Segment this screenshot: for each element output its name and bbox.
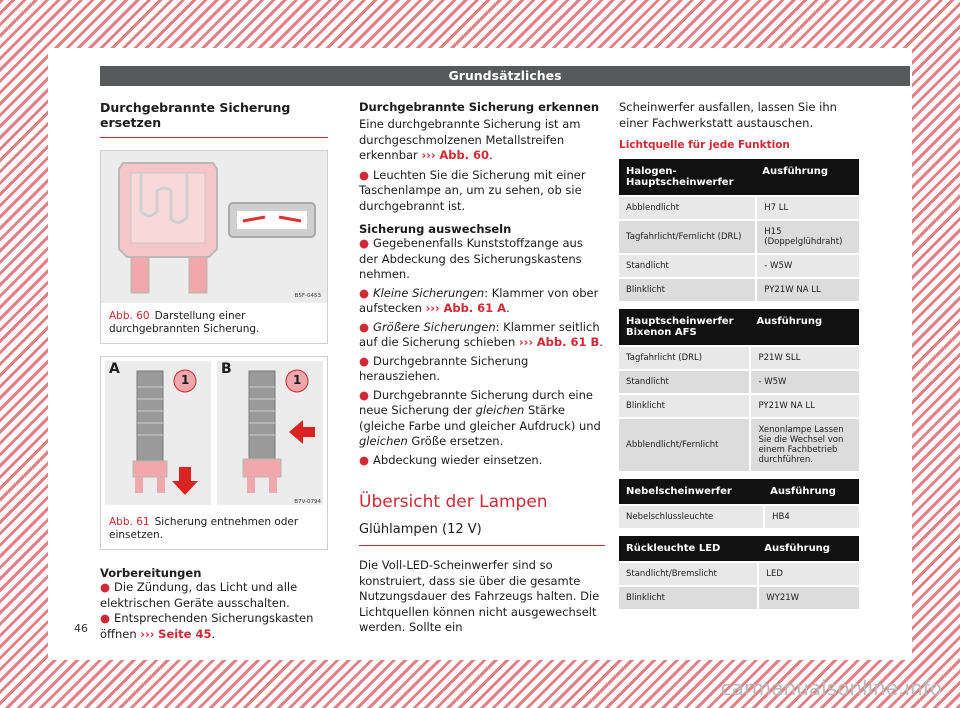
figure-code: B5F-0453 (294, 293, 321, 299)
table-header: Ausführung (749, 309, 859, 345)
figure-link[interactable]: Abb. 60 (439, 148, 490, 162)
replace-bullet-6: ● Abdeckung wieder einsetzen. (359, 452, 543, 467)
lamp-table-rear (619, 536, 859, 609)
replace-bullet-5: ● Durchgebrannte Sicherung durch eine neue Sicherung der gleichen Stärke (gleiche Farbe und gleicher Aufdruck) und gleichen Größe ersetzen. (359, 387, 601, 448)
table-row: Abblendlicht/Fernlicht Xenonlampe Lassen Sie die Wechsel von einem Fachbetrieb durchführen. (619, 417, 859, 471)
watermark: carmanualsonline.info (720, 676, 942, 700)
prep-section (100, 566, 328, 642)
fuse-removal-illustration (101, 357, 327, 509)
table-row: Tagfahrlicht/Fernlicht (DRL) H15 (Doppelglühdraht) (619, 219, 859, 253)
table-row: Blinklicht PY21W NA LL (619, 393, 859, 417)
led-text: Die Voll-LED-Scheinwerfer sind so konstruiert, dass sie über die gesamte Nutzungsdauer des Fahrzeugs halten. Die Lichtquellen können nicht ausgewechselt werden. Sollte ein (359, 558, 600, 634)
figure-link[interactable]: Abb. 61 A (443, 301, 507, 315)
lamps-title: Übersicht der Lampen (359, 492, 548, 512)
figure-link[interactable]: Abb. 61 B (536, 335, 600, 349)
replace-bullet-3: ● Größere Sicherungen: Klammer seitlich auf die Sicherung schieben ››› Abb. 61 B. (359, 319, 603, 349)
page (48, 48, 912, 660)
table-header: Rückleuchte LED (619, 536, 757, 561)
lamp-table-halogen (619, 159, 859, 301)
page-number: 46 (74, 622, 88, 635)
callout-a: 1 (181, 373, 190, 387)
replace-bullet-4: ● Durchgebrannte Sicherung herausziehen. (359, 353, 529, 383)
table-header: Ausführung (763, 479, 859, 504)
column-3 (619, 100, 859, 609)
prep-bullet-2: ● Entsprechenden Sicherungskasten öffnen ››› Seite 45. (100, 611, 314, 641)
figure-code: B7V-0794 (294, 499, 321, 505)
recognize-title: Durchgebrannte Sicherung erkennen (359, 100, 600, 114)
prep-title: Vorbereitungen (100, 566, 202, 580)
panel-b-label: B (221, 361, 232, 377)
figure-caption (101, 509, 327, 549)
replace-title: Sicherung auswechseln (359, 222, 512, 236)
figure-label: Abb. 61 (109, 516, 150, 528)
figure-caption (101, 303, 327, 343)
table-row: Abblendlicht H7 LL (619, 195, 859, 219)
table-row: Standlicht - W5W (619, 253, 859, 277)
table-title: Lichtquelle für jede Funktion (619, 139, 790, 151)
section-title: Durchgebrannte Sicherung ersetzen (100, 100, 328, 138)
table-header: Ausführung (755, 159, 859, 195)
table-row: Blinklicht PY21W NA LL (619, 277, 859, 301)
column-2 (359, 100, 605, 636)
column-1 (100, 100, 328, 642)
figure-60 (100, 150, 328, 344)
header-title: Grundsätzliches (100, 66, 910, 86)
table-header: Ausführung (757, 536, 859, 561)
blown-fuse-image (101, 151, 327, 303)
table-header: Halogen-Hauptscheinwerfer (619, 159, 755, 195)
table-row: Standlicht/Bremslicht LED (619, 561, 859, 585)
page-link[interactable]: Seite 45 (158, 626, 212, 641)
bulbs-title: Glühlampen (12 V) (359, 522, 605, 546)
replace-bullet-1: ● Gegebenenfalls Kunststoffzange aus der Abdeckung des Sicherungskastens nehmen. (359, 236, 583, 281)
table-header: Hauptscheinwerfer Bixenon AFS (619, 309, 749, 345)
intro-text: Scheinwerfer ausfallen, lassen Sie ihn einer Fachwerkstatt austauschen. (619, 100, 837, 130)
lamp-table-bixenon (619, 309, 859, 471)
lamp-table-fog (619, 479, 859, 528)
figure-61 (100, 356, 328, 550)
callout-b: 1 (293, 373, 302, 387)
table-row: Blinklicht WY21W (619, 585, 859, 609)
table-row: Nebelschlussleuchte HB4 (619, 504, 859, 528)
caption-text: Sicherung entnehmen oder einsetzen. (109, 516, 299, 541)
prep-bullet-1: ● Die Zündung, das Licht und alle elektrischen Geräte ausschalten. (100, 580, 298, 610)
figure-label: Abb. 60 (109, 310, 150, 322)
recognize-bullet: ● Leuchten Sie die Sicherung mit einer Taschenlampe an, um zu sehen, ob sie durchgebrannt ist. (359, 167, 586, 213)
panel-a-label: A (109, 361, 120, 377)
fuse-illustration (101, 151, 327, 303)
table-row: Standlicht - W5W (619, 369, 859, 393)
caption-text: Darstellung einer durchgebrannten Sicherung. (109, 310, 260, 335)
recognize-text: Eine durchgebrannte Sicherung ist am durchgeschmolzenen Metallstreifen erkennbar ››› Abb. 60. (359, 117, 581, 162)
table-header: Nebelscheinwerfer (619, 479, 763, 504)
table-row: Tagfahrlicht (DRL) P21W SLL (619, 345, 859, 369)
replace-bullet-2: ● Kleine Sicherungen: Klammer von ober aufstecken ››› Abb. 61 A. (359, 285, 599, 315)
